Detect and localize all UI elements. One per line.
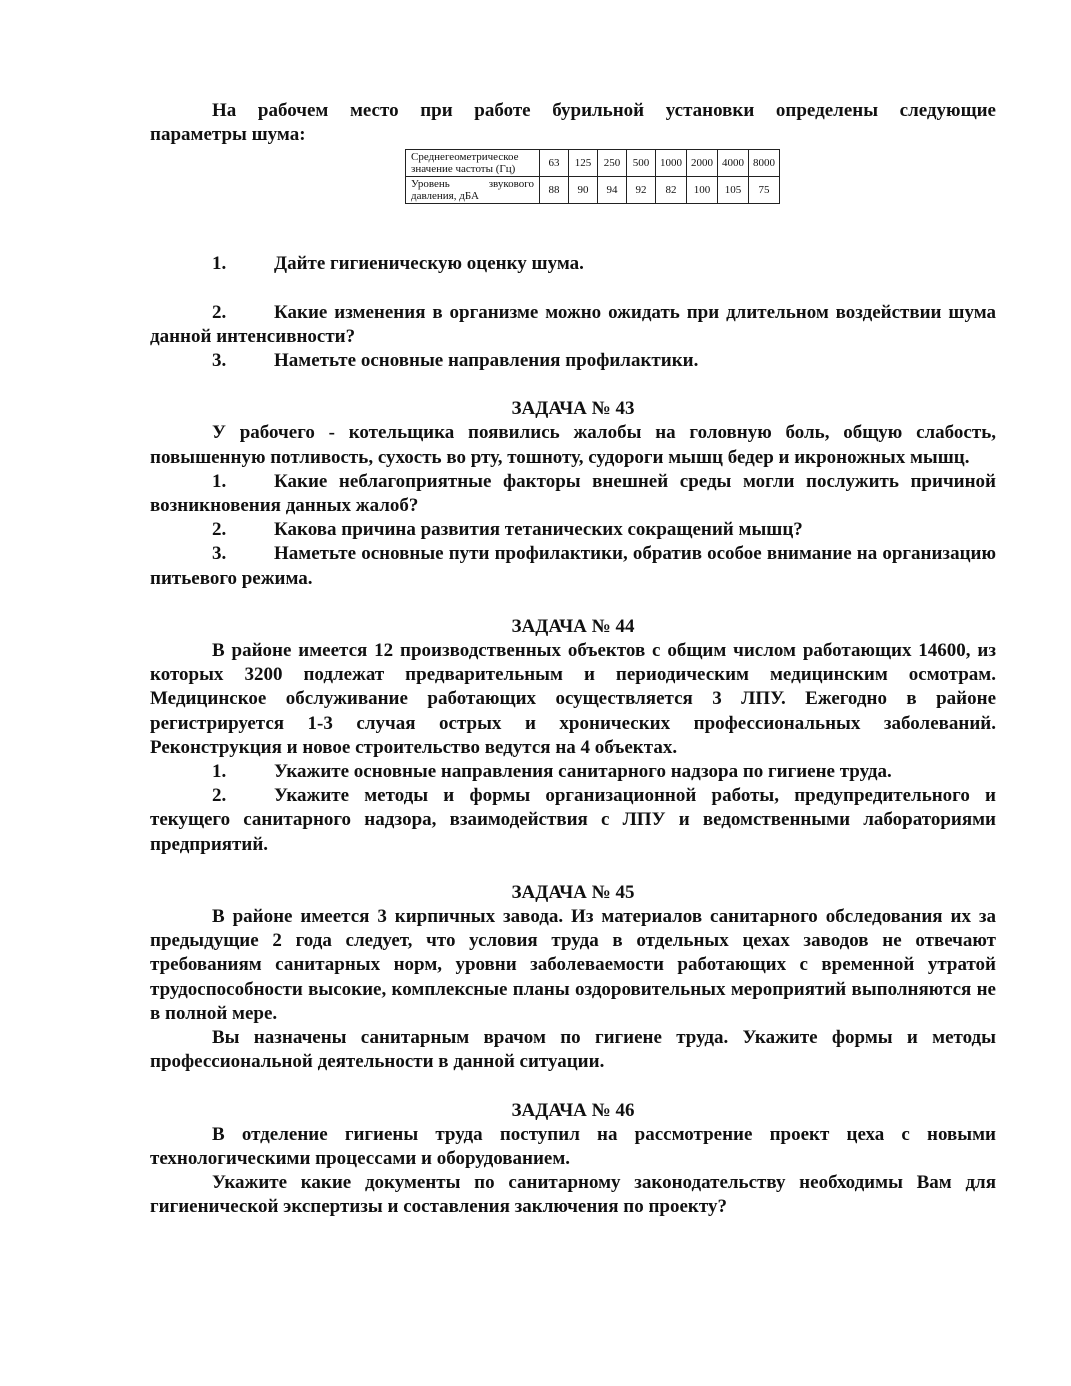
frequency-row-label: Среднегеометрическое значение частоты (Гц) (406, 150, 540, 177)
question-item (150, 518, 996, 542)
level-cell: 75 (749, 177, 780, 204)
question-item (150, 301, 996, 349)
question-text: Укажите основные направления санитарного надзора по гигиене труда. (274, 761, 892, 783)
frequency-cell: 125 (569, 150, 598, 177)
document-page (150, 99, 996, 1220)
level-cell: 90 (569, 177, 598, 204)
question-item (150, 542, 996, 590)
task-44-text: В районе имеется 12 производственных объектов с общим числом работающих 14600, из которых 3200 подлежат предварительным и периодическим медицинским осмотрам. Медицинское обслуживание работающих осуществляется 3 ЛПУ. Ежегодно в районе регистрируется 1-3 случая острых и хронических профессиональных заболеваний. Реконструкция и новое строительство ведутся на 4 объектах. (150, 640, 996, 758)
question-number: 1. (212, 761, 227, 783)
question-text: Дайте гигиеническую оценку шума. (274, 253, 584, 275)
frequency-cell: 500 (627, 150, 656, 177)
question-number: 2. (212, 301, 227, 323)
question-number: 1. (212, 253, 227, 275)
level-cell: 94 (598, 177, 627, 204)
task-46-title: ЗАДАЧА № 46 (511, 1099, 635, 1121)
intro-line-1: На рабочем место при работе бурильной установки определены следующие (212, 100, 996, 121)
task-46-text-2: Укажите какие документы по санитарному законодательству необходимы Вам для гигиенической экспертизы и составления заключения по проекту? (150, 1172, 996, 1218)
question-text: Наметьте основные направления профилактики. (274, 350, 699, 372)
frequency-cell: 2000 (687, 150, 718, 177)
frequency-cell: 1000 (656, 150, 687, 177)
level-row (406, 177, 780, 204)
frequency-row (406, 150, 780, 177)
frequency-cell: 250 (598, 150, 627, 177)
question-number: 2. (212, 785, 227, 807)
question-item (150, 349, 996, 373)
task-43-title: ЗАДАЧА № 43 (511, 398, 635, 420)
frequency-cell: 8000 (749, 150, 780, 177)
question-number: 3. (212, 350, 227, 372)
noise-parameters-table (405, 149, 780, 204)
question-item (150, 252, 996, 276)
task-45-text-2: Вы назначены санитарным врачом по гигиене труда. Укажите формы и методы профессиональной деятельности в данной ситуации. (150, 1027, 996, 1073)
task-44-title: ЗАДАЧА № 44 (511, 615, 635, 637)
question-number: 2. (212, 519, 227, 541)
question-item (150, 784, 996, 857)
intro-line-2: параметры шума: (150, 124, 306, 146)
task-45-title: ЗАДАЧА № 45 (511, 881, 635, 903)
level-cell: 82 (656, 177, 687, 204)
level-cell: 92 (627, 177, 656, 204)
question-item (150, 760, 996, 784)
question-text: Наметьте основные пути профилактики, обратив особое внимание на организацию питьевого режима. (150, 543, 996, 589)
level-row-label: Уровень звукового давления, дБА (406, 177, 540, 204)
question-number: 3. (212, 543, 227, 565)
question-text: Укажите методы и формы организационной работы, предупредительного и текущего санитарного надзора, взаимодействия с ЛПУ и ведомственными лабораториями предприятий. (150, 785, 996, 855)
question-text: Какие изменения в организме можно ожидать при длительном воздействии шума данной интенсивности? (150, 301, 996, 347)
task-45-text-1: В районе имеется 3 кирпичных завода. Из материалов санитарного обследования их за предыдущие 2 года следует, что условия труда в отдельных цехах заводов не отвечают требованиям санитарных норм, уровни заболеваемости работающих с временной утратой трудоспособности высокие, комплексные планы оздоровительных мероприятий выполняются не в полной мере. (150, 906, 996, 1024)
question-text: Какие неблагоприятные факторы внешней среды могли послужить причиной возникновения данных жалоб? (150, 470, 996, 517)
task-43-text: У рабочего - котельщика появились жалобы на головную боль, общую слабость, повышенную потливость, сухость во рту, тошноту, судороги мышц бедер и икроножных мышц. (150, 422, 996, 468)
question-text: Какова причина развития тетанических сокращений мышц? (274, 519, 803, 541)
level-cell: 88 (540, 177, 569, 204)
frequency-cell: 4000 (718, 150, 749, 177)
task-46-text-1: В отделение гигиены труда поступил на рассмотрение проект цеха с новыми технологическими процессами и оборудованием. (150, 1123, 996, 1169)
frequency-cell: 63 (540, 150, 569, 177)
level-cell: 105 (718, 177, 749, 204)
question-item (150, 470, 996, 518)
level-cell: 100 (687, 177, 718, 204)
question-number: 1. (212, 470, 227, 492)
